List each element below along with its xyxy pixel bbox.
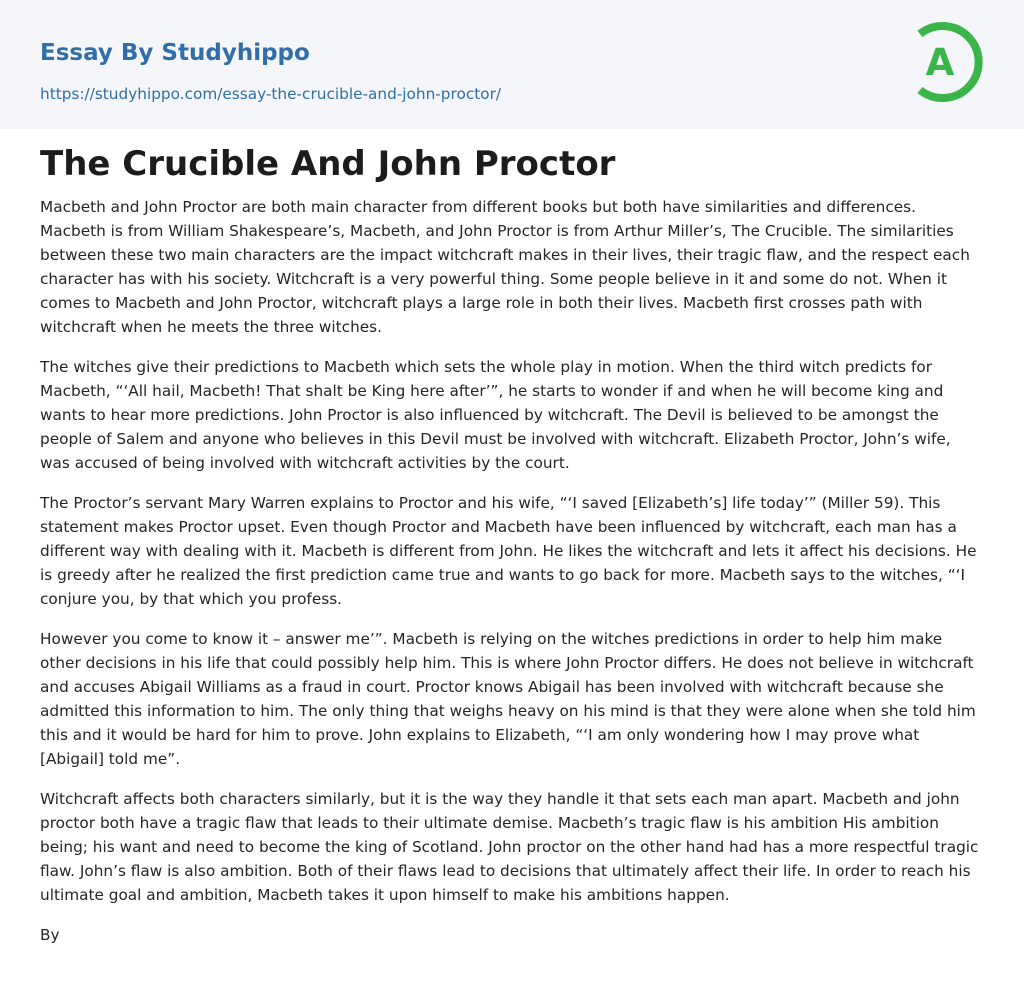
essay-url-link[interactable]: https://studyhippo.com/essay-the-crucible-and-john-proctor/	[40, 85, 502, 103]
site-header	[0, 0, 1024, 129]
studyhippo-logo-icon[interactable]	[898, 18, 986, 106]
essay-paragraph: Macbeth and John Proctor are both main character from different books but both have similarities and differences. Macbeth is from William Shakespeare’s, Macbeth, and John Proctor is from Arthur Miller’s, The Crucible. The similarities between these two main characters are the impact witchcraft makes in their lives, their tragic flaw, and the respect each character has with his society. Witchcraft is a very powerful thing. Some people believe in it and some do not. When it comes to Macbeth and John Proctor, witchcraft plays a large role in both their lives. Macbeth first crosses path with witchcraft when he meets the three witches.	[40, 198, 970, 336]
site-brand[interactable]: Essay By Studyhippo	[40, 40, 310, 66]
essay-paragraph: The witches give their predictions to Macbeth which sets the whole play in motion. When the third witch predicts for Macbeth, “‘All hail, Macbeth! That shalt be King here after’”, he starts to wonder if and when he will become king and wants to hear more predictions. John Proctor is also influenced by witchcraft. The Devil is believed to be amongst the people of Salem and anyone who believes in this Devil must be involved with witchcraft. Elizabeth Proctor, John’s wife, was accused of being involved with witchcraft activities by the court.	[40, 358, 951, 472]
essay-paragraph: Witchcraft affects both characters similarly, but it is the way they handle it that sets each man apart. Macbeth and john proctor both have a tragic flaw that leads to their ultimate demise. Macbeth’s tragic flaw is his ambition His ambition being; his want and need to become the king of Scotland. John proctor on the other hand had has a more respectful tragic flaw. John’s flaw is also ambition. Both of their flaws lead to decisions that ultimately affect their life. In order to reach his ultimate goal and ambition, Macbeth takes it upon himself to make his ambitions happen.	[40, 790, 979, 904]
essay-byline: By	[40, 926, 60, 944]
logo-letter: A	[925, 41, 955, 84]
essay-paragraph: However you come to know it – answer me’”. Macbeth is relying on the witches predictions in order to help him make other decisions in his life that could possibly help him. This is where John Proctor differs. He does not believe in witchcraft and accuses Abigail Williams as a fraud in court. Proctor knows Abigail has been involved with witchcraft because she admitted this information to him. The only thing that weighs heavy on his mind is that they were alone when she told him this and it would be hard for him to prove. John explains to Elizabeth, “‘I am only wondering how I may prove what [Abigail] told me”.	[40, 630, 976, 768]
essay-paragraph: The Proctor’s servant Mary Warren explains to Proctor and his wife, “‘I saved [Elizabeth’s] life today’” (Miller 59). This statement makes Proctor upset. Even though Proctor and Macbeth have been influenced by witchcraft, each man has a different way with dealing with it. Macbeth is different from John. He likes the witchcraft and lets it affect his decisions. He is greedy after he realized the first prediction came true and wants to go back for more. Macbeth says to the witches, “‘I conjure you, by that which you profess.	[40, 494, 977, 608]
essay-body	[40, 195, 985, 963]
essay-title: The Crucible And John Proctor	[40, 144, 616, 184]
